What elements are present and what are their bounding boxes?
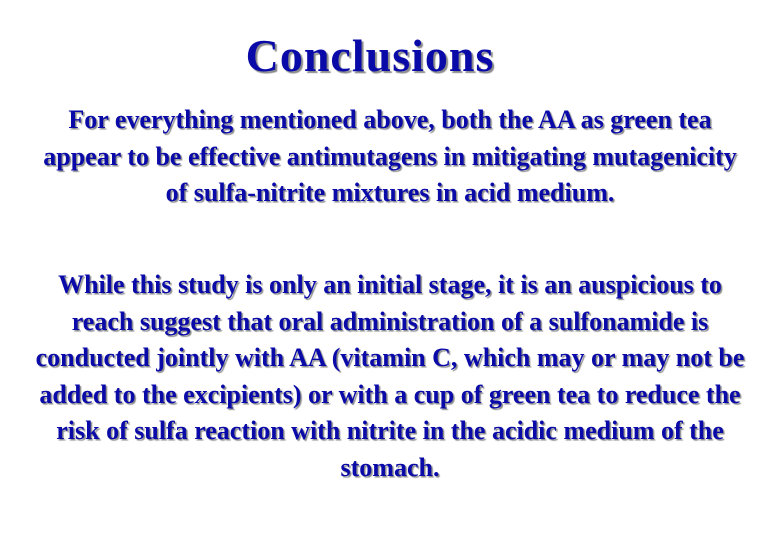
conclusion-paragraph-1: For everything mentioned above, both the AA as green tea appear to be effective antimutagens in mitigating mutagenicity of sulfa-nitrite mixtures in acid medium. bbox=[43, 105, 737, 207]
conclusion-paragraph-2: While this study is only an initial stage, it is an auspicious to reach suggest that oral administration of a sulfonamide is conducted jointly with AA (vitamin C, which may or may not be added to the excipients) or with a cup of green tea to reduce the risk of sulfa reaction with nitrite in the acidic medium of the stomach. bbox=[35, 270, 745, 482]
slide-title: Conclusions bbox=[245, 30, 495, 81]
